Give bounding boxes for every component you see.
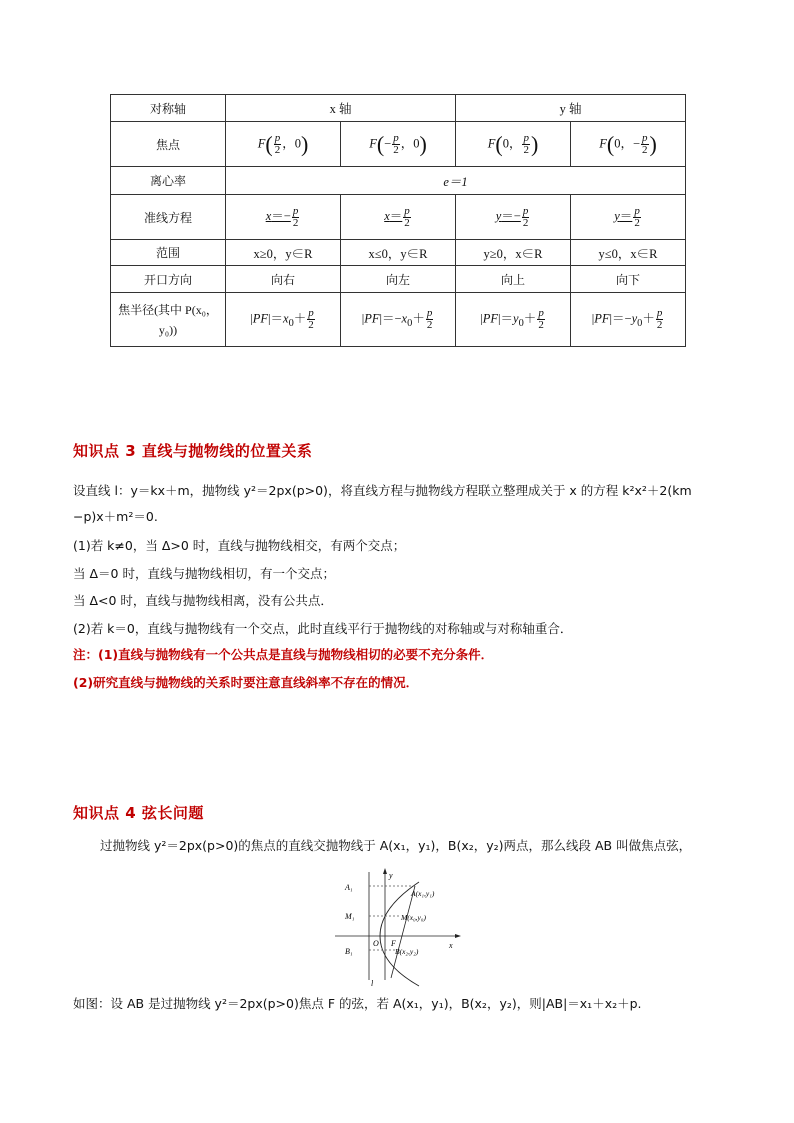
cell-eccentricity-label: 离心率: [111, 167, 226, 195]
cell-opening-label: 开口方向: [111, 266, 226, 293]
table-row-opening: [111, 266, 686, 293]
label-x: x: [449, 941, 453, 950]
cell-range-left: x≤0，y∈R: [341, 240, 456, 266]
parabola-properties-table: [110, 94, 686, 347]
table-row-range: [111, 240, 686, 266]
cell-directrix-up: y＝− $\frac{p}{2}$: [456, 195, 571, 240]
section3-case-k-zero: (2)若 k＝0，直线与抛物线有一个交点，此时直线平行于抛物线的对称轴或与对称轴重合．: [73, 621, 573, 636]
table-row-focus: [111, 122, 686, 167]
label-directrix: l: [371, 979, 374, 988]
cell-focus-label: 焦点: [111, 122, 226, 167]
table-row-directrix: [111, 195, 686, 240]
label-M: M(x₀,y₀): [401, 913, 426, 922]
section4-intro: 过抛物线 y²＝2px(p>0)的焦点的直线交抛物线于 A(x₁，y₁)，B(x₂，y₂)两点，那么线段 AB 叫做焦点弦，: [100, 838, 692, 853]
cell-focus-down: F(0，− $\frac{p}{2}$ ): [571, 122, 686, 167]
cell-focal-left: $|PF|=-x_0+$ $\frac{p}{2}$: [341, 293, 456, 347]
table-row-eccentricity: [111, 167, 686, 195]
focal-chord-figure: [335, 868, 465, 988]
cell-range-right: x≥0，y∈R: [226, 240, 341, 266]
label-A: A(x₁,y₁): [411, 889, 435, 898]
label-y: y: [389, 871, 393, 880]
cell-focus-up: F(0， $\frac{p}{2}$ ): [456, 122, 571, 167]
section3-case-k-nonzero: (1)若 k≠0，当 Δ>0 时，直线与抛物线相交，有两个交点；: [73, 538, 406, 553]
cell-y-axis: y 轴: [456, 95, 686, 122]
cell-x-axis: x 轴: [226, 95, 456, 122]
section4-title: 知识点 4 弦长问题: [73, 804, 204, 822]
cell-opening-right: 向右: [226, 266, 341, 293]
cell-directrix-label: 准线方程: [111, 195, 226, 240]
cell-axis-label: 对称轴: [111, 95, 226, 122]
label-A1: A₁: [345, 883, 353, 892]
section3-case-delta-negative: 当 Δ<0 时，直线与抛物线相离，没有公共点．: [73, 593, 333, 608]
section3-title: 知识点 3 直线与抛物线的位置关系: [73, 442, 313, 460]
label-M1: M₁: [345, 912, 355, 921]
section4-conclusion: 如图：设 AB 是过抛物线 y²＝2px(p>0)焦点 F 的弦，若 A(x₁，y₁)，B(x₂，y₂)，则|AB|＝x₁＋x₂＋p.: [73, 996, 642, 1011]
table-row-focal-radius: [111, 293, 686, 347]
section3-paragraph-line2: −p)x＋m²＝0.: [73, 509, 158, 524]
cell-range-up: y≥0，x∈R: [456, 240, 571, 266]
cell-range-down: y≤0，x∈R: [571, 240, 686, 266]
label-origin: O: [373, 939, 379, 948]
cell-focal-right: $|PF|=x_0+$ $\frac{p}{2}$: [226, 293, 341, 347]
cell-focal-radius-label: 焦半径(其中 P(x₀， y₀)): [111, 293, 226, 347]
table-row-axis: [111, 95, 686, 122]
cell-focal-down: $|PF|=-y_0+$ $\frac{p}{2}$: [571, 293, 686, 347]
section3-note1: 注：(1)直线与抛物线有一个公共点是直线与抛物线相切的必要不充分条件．: [73, 647, 494, 662]
section3-paragraph-line1: 设直线 l：y＝kx＋m，抛物线 y²＝2px(p>0)，将直线方程与抛物线方程联立整理成关于 x 的方程 k²x²＋2(km: [73, 483, 692, 498]
cell-focal-up: $|PF|=y_0+$ $\frac{p}{2}$: [456, 293, 571, 347]
label-B: B(x₂,y₂): [395, 947, 419, 956]
cell-eccentricity-value: e＝1: [226, 167, 686, 195]
section3-case-delta-zero: 当 Δ＝0 时，直线与抛物线相切，有一个交点；: [73, 566, 335, 581]
cell-directrix-down: y＝ $\frac{p}{2}$: [571, 195, 686, 240]
cell-directrix-left: x＝ $\frac{p}{2}$: [341, 195, 456, 240]
cell-directrix-right: x＝− $\frac{p}{2}$: [226, 195, 341, 240]
focal-chord: [391, 886, 415, 978]
cell-opening-up: 向上: [456, 266, 571, 293]
cell-focus-left: F(− $\frac{p}{2}$ ，0): [341, 122, 456, 167]
cell-opening-left: 向左: [341, 266, 456, 293]
label-B1: B₁: [345, 947, 353, 956]
label-focus: F: [391, 939, 396, 948]
cell-range-label: 范围: [111, 240, 226, 266]
section3-note2: (2)研究直线与抛物线的关系时要注意直线斜率不存在的情况．: [73, 675, 419, 690]
cell-focus-right: F( $\frac{p}{2}$ ，0): [226, 122, 341, 167]
cell-opening-down: 向下: [571, 266, 686, 293]
